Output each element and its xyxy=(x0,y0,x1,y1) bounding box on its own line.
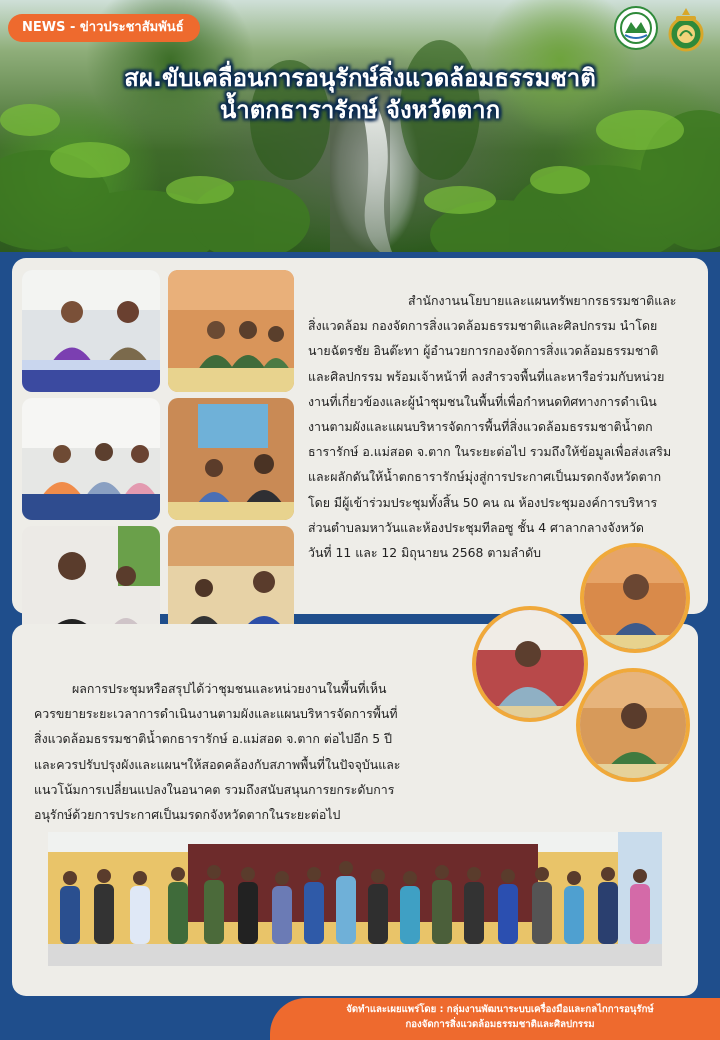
text-line: งานตามผังและแผนบริหารจัดการพื้นที่สิ่งแวดล้อมธรรมชาติน้ำตก xyxy=(308,419,653,435)
onep-logo-icon xyxy=(614,6,658,50)
text-line: และศิลปกรรม พร้อมเจ้าหน้าที่ ลงสำรวจพื้นที่และหารือร่วมกับหน่วย xyxy=(308,368,665,384)
title-line-1: สผ.ขับเคลื่อนการอนุรักษ์สิ่งแวดล้อมธรรมชาติ xyxy=(124,64,596,92)
speaker-photo-2 xyxy=(472,606,588,722)
footer-line-1: จัดทำและเผยแพร่โดย : กลุ่มงานพัฒนาระบบเครื่องมือและกลไกการอนุรักษ์ xyxy=(346,1004,654,1015)
text-line: นายฉัตรชัย อินต๊ะทา ผู้อำนวยการกองจัดการสิ่งแวดล้อมธรรมชาติ xyxy=(308,343,659,359)
paragraph-intro xyxy=(308,288,694,565)
text-line: งานที่เกี่ยวข้องและผู้นำชุมชนในพื้นที่เพื่อกำหนดทิศทางการดำเนิน xyxy=(308,393,657,409)
speaker-photo-3 xyxy=(576,668,690,782)
text-line: และควรปรับปรุงผังและแผนฯให้สอดคล้องกับสภาพพื้นที่ในปัจจุบันและ xyxy=(34,756,401,772)
text-line: สิ่งแวดล้อมธรรมชาติน้ำตกธารารักษ์ อ.แม่สอด จ.ตาก ต่อไปอีก 5 ปี xyxy=(34,731,392,747)
page-title xyxy=(0,62,720,126)
meeting-photo-1 xyxy=(22,270,160,392)
news-badge: NEWS - ข่าวประชาสัมพันธ์ xyxy=(8,14,200,42)
text-line: และผลักดันให้น้ำตกธารารักษ์มุ่งสู่การประกาศเป็นมรดกจังหวัดตาก xyxy=(308,469,662,485)
meeting-photo-2 xyxy=(168,270,294,392)
title-line-2: น้ำตกธารารักษ์ จังหวัดตาก xyxy=(219,96,501,124)
text-line: วันที่ 11 และ 12 มิถุนายน 2568 ตามลำดับ xyxy=(308,545,541,561)
ministry-seal-icon xyxy=(664,6,708,54)
text-line: สำนักงานนโยบายและแผนทรัพยากรธรรมชาติและ xyxy=(408,293,677,308)
footer-line-2: กองจัดการสิ่งแวดล้อมธรรมชาติและศิลปกรรม xyxy=(405,1019,595,1030)
speaker-photo-1 xyxy=(580,543,690,653)
group-photo xyxy=(48,832,662,966)
text-line: โดย มีผู้เข้าร่วมประชุมทั้งสิ้น 50 คน ณ ห้องประชุมองค์การบริหาร xyxy=(308,494,658,510)
paragraph-result xyxy=(34,676,486,827)
meeting-photo-3 xyxy=(22,398,160,520)
text-line: ธารารักษ์ อ.แม่สอด จ.ตาก ในระยะต่อไป รวมถึงให้ข้อมูลเพื่อส่งเสริม xyxy=(308,444,672,460)
footer-credit xyxy=(290,1002,710,1032)
text-line: ผลการประชุมหรือสรุปได้ว่าชุมชนและหน่วยงานในพื้นที่เห็น xyxy=(72,681,387,696)
logo-group xyxy=(614,6,708,54)
text-line: ควรขยายระยะเวลาการดำเนินงานตามผังและแผนบริหารจัดการพื้นที่ xyxy=(34,706,398,722)
text-line: อนุรักษ์ด้วยการประกาศเป็นมรดกจังหวัดตากในระยะต่อไป xyxy=(34,807,341,823)
text-line: ส่วนตำบลมหาวันและห้องประชุมทีลอซู ชั้น 4 ศาลากลางจังหวัด xyxy=(308,519,644,535)
hero-banner xyxy=(0,0,720,252)
text-line: แนวโน้มการเปลี่ยนแปลงในอนาคต รวมถึงสนับสนุนการยกระดับการ xyxy=(34,781,395,797)
meeting-photo-4 xyxy=(168,398,294,520)
text-line: สิ่งแวดล้อม กองจัดการสิ่งแวดล้อมธรรมชาติและศิลปกรรม นำโดย xyxy=(308,318,658,334)
